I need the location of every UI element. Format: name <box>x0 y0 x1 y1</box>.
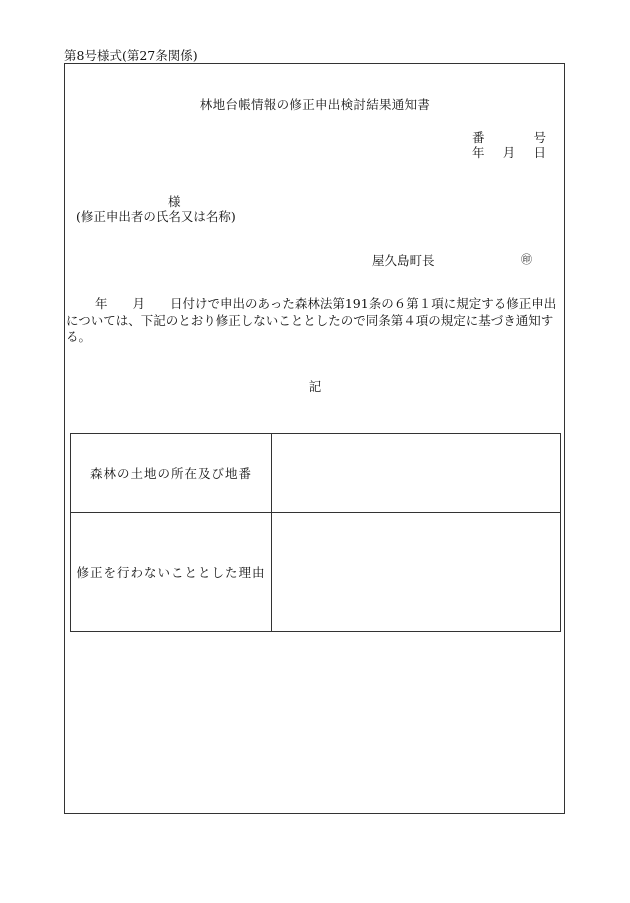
date-day-label: 日 <box>533 145 546 160</box>
seal-icon: ㊞ <box>521 253 532 266</box>
ki-heading: 記 <box>308 379 322 394</box>
notice-body: 年 月 日付けで申出のあった森林法第191条の６第１項に規定する修正申出については、下記のとおり修正しないこととしたので同条第４項の規定に基づき通知する。 <box>66 296 557 344</box>
location-label-cell: 森林の土地の所在及び地番 <box>71 434 272 513</box>
date-month-label: 月 <box>502 145 516 160</box>
document-title: 林地台帳情報の修正申出検討結果通知書 <box>199 97 431 112</box>
reason-value-cell <box>272 513 561 632</box>
location-value-cell <box>272 434 561 513</box>
date-year-label: 年 <box>472 145 485 160</box>
number-go-label: 号 <box>533 130 546 145</box>
document-date-line <box>472 143 546 161</box>
form-number-label: 第8号様式(第27条関係) <box>64 48 198 63</box>
table-row <box>71 434 561 513</box>
addressee-note: (修正申出者の氏名又は名称) <box>76 209 236 224</box>
reason-label-cell: 修正を行わないこととした理由 <box>71 513 272 632</box>
detail-table <box>70 433 561 632</box>
number-ban-label: 番 <box>472 130 485 145</box>
sender-name: 屋久島町長 <box>372 253 435 268</box>
table-row <box>71 513 561 632</box>
addressee-honorific: 様 <box>168 194 181 209</box>
